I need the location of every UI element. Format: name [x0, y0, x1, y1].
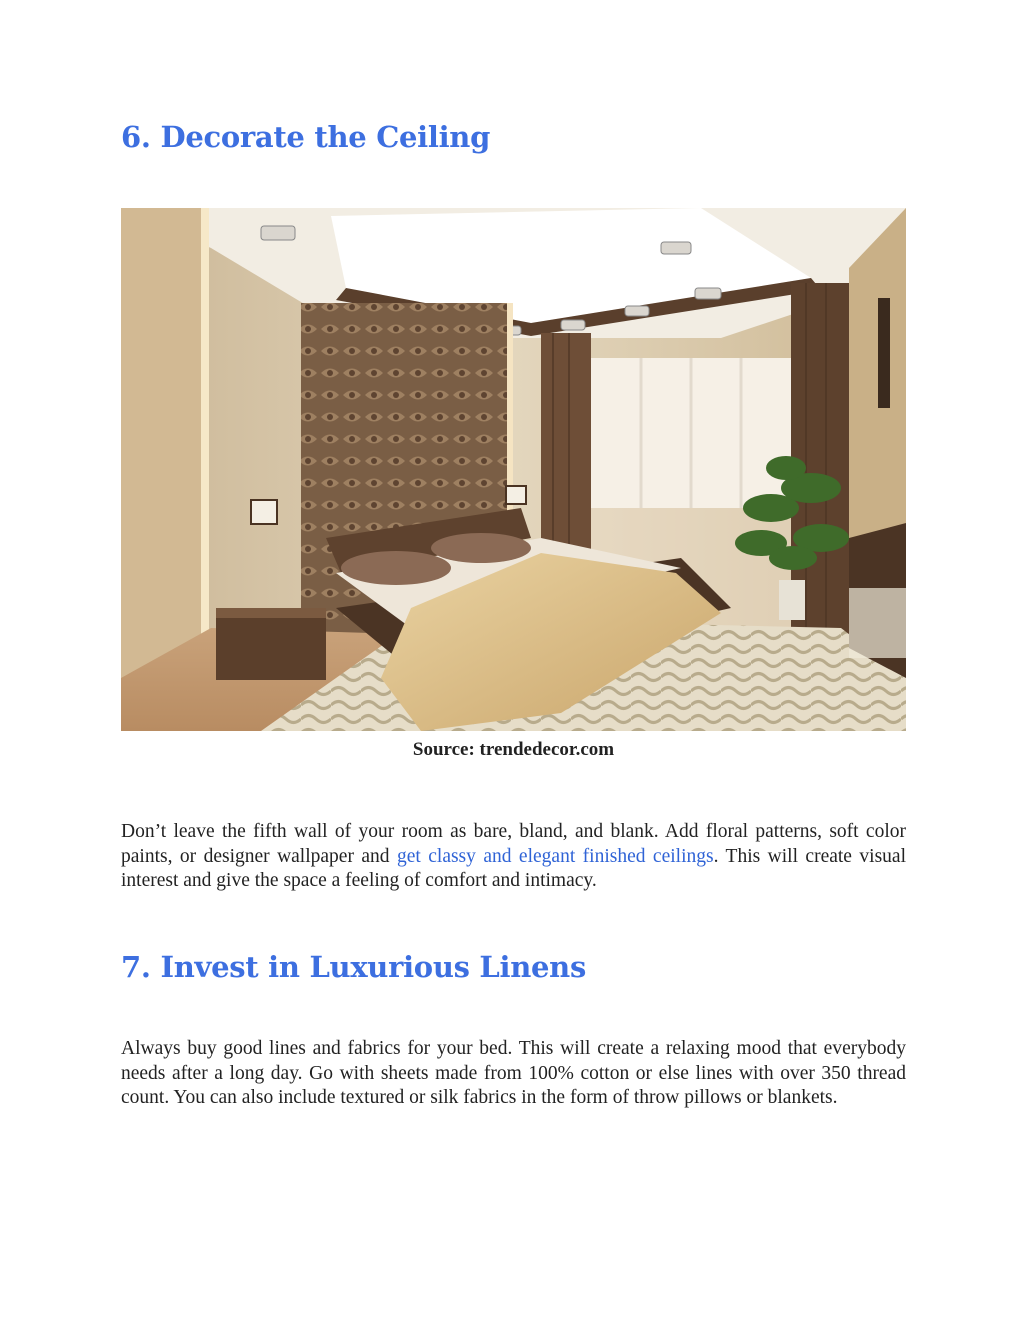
bedroom-ceiling-photo [121, 208, 906, 731]
finished-ceilings-link[interactable]: get classy and elegant finished ceilings [396, 845, 714, 867]
paragraph-text-end: . This will create visual interest and give the space a feeling of comfort and intimacy. [121, 845, 906, 891]
section-heading-decorate-ceiling: 6. Decorate the Ceiling [121, 120, 491, 154]
section6-paragraph [121, 820, 906, 894]
paragraph-text-start: Don’t leave the fifth wall of your room as bare, bland, and blank. Add floral patterns, soft color paints, or designer wallpaper and [121, 821, 906, 867]
section7-paragraph: Always buy good lines and fabrics for your bed. This will create a relaxing mood that everybody needs after a long day. Go with sheets made from 100% cotton or else lines with over 350 thread count. You can also include textured or silk fabrics in the form of throw pillows or blankets. [121, 1038, 906, 1108]
section-heading-luxurious-linens: 7. Invest in Luxurious Linens [121, 950, 586, 984]
image-caption: Source: trendedecor.com [412, 739, 615, 760]
